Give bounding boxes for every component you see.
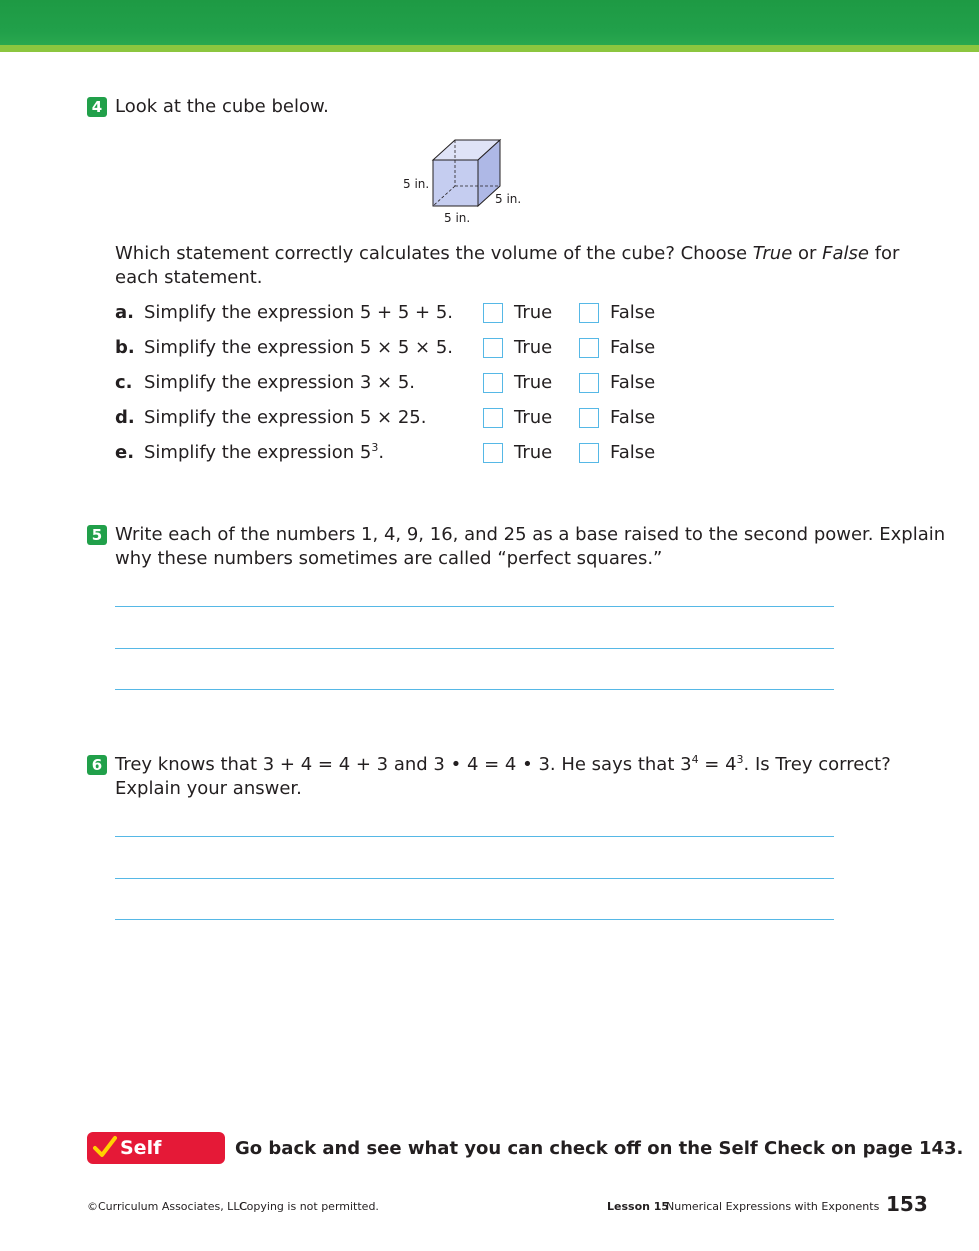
false-checkbox-b[interactable] xyxy=(579,338,599,358)
false-label: False xyxy=(610,407,656,428)
header-stripe xyxy=(0,45,979,52)
false-label: False xyxy=(610,302,656,323)
true-label: True xyxy=(514,337,553,358)
cube-label-right: 5 in. xyxy=(495,192,522,206)
cube-front-face xyxy=(433,160,478,206)
statement-letter: c. xyxy=(115,372,133,393)
question-6-text-line1: Trey knows that 3 + 4 = 4 + 3 and 3 • 4 = 4 • 3. He says that $3^4 = 4^3$. Is Trey correct? xyxy=(115,753,891,775)
answer-line[interactable] xyxy=(115,878,834,879)
true-label: True xyxy=(514,407,553,428)
false-checkbox-d[interactable] xyxy=(579,408,599,428)
statement-row-a xyxy=(0,301,979,325)
statement-text: Simplify the expression 5 × 25. xyxy=(144,407,427,428)
question-6-text-line2: Explain your answer. xyxy=(115,778,302,799)
footer-notice: Copying is not permitted. xyxy=(239,1200,379,1213)
answer-line[interactable] xyxy=(115,919,834,920)
false-checkbox-c[interactable] xyxy=(579,373,599,393)
footer-copyright: ©Curriculum Associates, LLC xyxy=(87,1200,248,1213)
cube-label-left: 5 in. xyxy=(403,177,430,191)
true-checkbox-d[interactable] xyxy=(483,408,503,428)
checkmark-icon xyxy=(93,1135,117,1159)
true-checkbox-e[interactable] xyxy=(483,443,503,463)
question-5-text-line2: why these numbers sometimes are called “perfect squares.” xyxy=(115,548,663,569)
question-4-number: 4 xyxy=(87,97,107,117)
question-4-instruction: Which statement correctly calculates the volume of the cube? Choose True or False for xyxy=(115,243,900,264)
statement-letter: e. xyxy=(115,442,135,463)
statement-letter: a. xyxy=(115,302,134,323)
question-4-instruction-line2: each statement. xyxy=(115,267,263,288)
header-banner xyxy=(0,0,979,45)
self-check-label: Self Check xyxy=(120,1137,185,1191)
true-label: True xyxy=(514,302,553,323)
statement-letter: b. xyxy=(115,337,135,358)
true-checkbox-a[interactable] xyxy=(483,303,503,323)
true-checkbox-c[interactable] xyxy=(483,373,503,393)
statement-text: Simplify the expression 3 × 5. xyxy=(144,372,416,393)
statement-row-e xyxy=(0,441,979,465)
cube-figure xyxy=(398,132,528,228)
cube-label-bottom: 5 in. xyxy=(444,211,471,225)
statement-text: Simplify the expression 5 + 5 + 5. xyxy=(144,302,453,323)
question-4-prompt: Look at the cube below. xyxy=(115,96,329,117)
statement-row-b xyxy=(0,336,979,360)
false-label: False xyxy=(610,372,656,393)
true-label: True xyxy=(514,442,553,463)
answer-line[interactable] xyxy=(115,606,834,607)
answer-line[interactable] xyxy=(115,689,834,690)
answer-line[interactable] xyxy=(115,836,834,837)
false-checkbox-e[interactable] xyxy=(579,443,599,463)
question-5-text-line1: Write each of the numbers 1, 4, 9, 16, and 25 as a base raised to the second power. Explain xyxy=(115,524,946,545)
statement-letter: d. xyxy=(115,407,135,428)
false-label: False xyxy=(610,337,656,358)
true-label: True xyxy=(514,372,553,393)
self-check-text: Go back and see what you can check off on the Self Check on page 143. xyxy=(235,1138,964,1159)
false-checkbox-a[interactable] xyxy=(579,303,599,323)
self-check-badge xyxy=(87,1132,225,1191)
question-6-number: 6 xyxy=(87,755,107,775)
answer-line[interactable] xyxy=(115,648,834,649)
question-5-number: 5 xyxy=(87,525,107,545)
true-checkbox-b[interactable] xyxy=(483,338,503,358)
page-number: 153 xyxy=(886,1192,928,1216)
statement-text: Simplify the expression 5 × 5 × 5. xyxy=(144,337,453,358)
false-label: False xyxy=(610,442,656,463)
statement-row-c xyxy=(0,371,979,395)
statement-row-d xyxy=(0,406,979,430)
statement-text: Simplify the expression $5^3$. xyxy=(144,441,385,463)
footer-lesson-title: Numerical Expressions with Exponents xyxy=(666,1200,880,1213)
footer-lesson-label: Lesson 15 xyxy=(607,1200,670,1213)
